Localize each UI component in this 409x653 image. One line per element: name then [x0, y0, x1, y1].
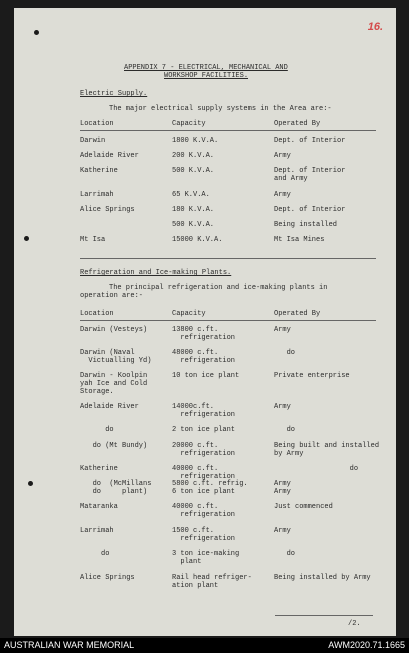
location-cell: Darwin (Vesteys): [80, 326, 148, 334]
location-cell: do: [80, 426, 114, 434]
location-cell: do: [80, 550, 110, 558]
electric-heading: Electric Supply.: [80, 90, 148, 98]
column-header: Capacity: [172, 310, 206, 318]
capacity-cell: ation plant: [172, 582, 219, 590]
location-cell: Larrimah: [80, 527, 114, 535]
operator-cell: Being installed: [274, 221, 338, 229]
section-rule: [80, 258, 376, 259]
capacity-cell: refrigeration: [172, 450, 236, 458]
location-cell: Victualling Yd): [80, 357, 152, 365]
location-cell: Mataranka: [80, 503, 118, 511]
operator-cell: Just commenced: [274, 503, 333, 511]
appendix-title-line-1: APPENDIX 7 - ELECTRICAL, MECHANICAL AND: [124, 64, 288, 72]
capacity-cell: 13800 c.ft.: [172, 326, 219, 334]
operator-cell: Army: [274, 152, 291, 160]
operator-cell: by Army: [274, 450, 304, 458]
continuation-mark: /2.: [348, 620, 361, 628]
capacity-cell: 1800 K.V.A.: [172, 137, 219, 145]
capacity-cell: 3 ton ice-making: [172, 550, 240, 558]
capacity-cell: 500 K.V.A.: [172, 167, 215, 175]
header-rule: [80, 130, 376, 131]
location-cell: Mt Isa: [80, 236, 106, 244]
capacity-cell: refrigeration: [172, 473, 236, 481]
capacity-cell: 500 K.V.A.: [172, 221, 215, 229]
capacity-cell: plant: [172, 558, 202, 566]
operator-cell: do: [274, 465, 359, 473]
location-cell: do (McMillans: [80, 480, 152, 488]
footer-rule: [275, 615, 373, 616]
page-number: 16.: [367, 21, 383, 33]
capacity-cell: refrigeration: [172, 535, 236, 543]
operator-cell: Army: [274, 191, 291, 199]
location-cell: do (Mt Bundy): [80, 442, 148, 450]
location-cell: Alice Springs: [80, 574, 135, 582]
operator-cell: Being built and installed: [274, 442, 380, 450]
capacity-cell: refrigeration: [172, 357, 236, 365]
capacity-cell: 6 ton ice plant: [172, 488, 236, 496]
operator-cell: do: [274, 349, 296, 357]
location-cell: Darwin: [80, 137, 106, 145]
refrigeration-heading: Refrigeration and Ice-making Plants.: [80, 269, 232, 277]
location-cell: Alice Springs: [80, 206, 135, 214]
capacity-cell: 180 K.V.A.: [172, 206, 215, 214]
operator-cell: Army: [274, 527, 291, 535]
operator-cell: Army: [274, 326, 291, 334]
location-cell: do plant): [80, 488, 148, 496]
punch-hole: [34, 30, 39, 35]
document-page: [14, 8, 396, 636]
capacity-cell: 40000 c.ft.: [172, 465, 219, 473]
operator-cell: Dept. of Interior: [274, 206, 346, 214]
capacity-cell: refrigeration: [172, 334, 236, 342]
capacity-cell: 10 ton ice plant: [172, 372, 240, 380]
column-header: Location: [80, 310, 114, 318]
capacity-cell: 1500 c.ft.: [172, 527, 215, 535]
header-rule: [80, 320, 376, 321]
punch-hole: [28, 481, 33, 486]
column-header: Operated By: [274, 310, 321, 318]
operator-cell: and Army: [274, 175, 308, 183]
archive-footer: [0, 638, 409, 653]
location-cell: Darwin - Koolpin: [80, 372, 148, 380]
punch-hole: [24, 236, 29, 241]
operator-cell: Army: [274, 488, 291, 496]
operator-cell: do: [274, 426, 296, 434]
refrigeration-intro: The principal refrigeration and ice-making plants in: [109, 284, 328, 292]
capacity-cell: 20000 c.ft.: [172, 442, 219, 450]
location-cell: Adelaide River: [80, 152, 139, 160]
capacity-cell: 15000 K.V.A.: [172, 236, 223, 244]
capacity-cell: refrigeration: [172, 411, 236, 419]
operator-cell: do: [274, 550, 296, 558]
capacity-cell: 65 K.V.A.: [172, 191, 210, 199]
location-cell: Katherine: [80, 465, 118, 473]
capacity-cell: 200 K.V.A.: [172, 152, 215, 160]
operator-cell: Army: [274, 480, 291, 488]
capacity-cell: 5800 c.ft. refrig.: [172, 480, 248, 488]
location-cell: Darwin (Naval: [80, 349, 135, 357]
operator-cell: Dept. of Interior: [274, 137, 346, 145]
refrigeration-intro: operation are:-: [80, 292, 144, 300]
capacity-cell: Rail head refriger-: [172, 574, 252, 582]
column-header: Location: [80, 120, 114, 128]
capacity-cell: 40000 c.ft.: [172, 503, 219, 511]
capacity-cell: 48000 c.ft.: [172, 349, 219, 357]
capacity-cell: 14000c.ft.: [172, 403, 215, 411]
column-header: Operated By: [274, 120, 321, 128]
location-cell: Larrimah: [80, 191, 114, 199]
location-cell: Storage.: [80, 388, 114, 396]
location-cell: yah Ice and Cold: [80, 380, 148, 388]
footer-institution: AUSTRALIAN WAR MEMORIAL: [4, 640, 135, 650]
location-cell: Adelaide River: [80, 403, 139, 411]
electric-intro: The major electrical supply systems in the Area are:-: [109, 105, 332, 113]
column-header: Capacity: [172, 120, 206, 128]
operator-cell: Dept. of Interior: [274, 167, 346, 175]
operator-cell: Private enterprise: [274, 372, 350, 380]
appendix-title-line-2: WORKSHOP FACILITIES.: [164, 72, 249, 80]
footer-accession-number: AWM2020.71.1665: [328, 640, 405, 650]
location-cell: Katherine: [80, 167, 118, 175]
operator-cell: Being installed by Army: [274, 574, 371, 582]
operator-cell: Army: [274, 403, 291, 411]
capacity-cell: 2 ton ice plant: [172, 426, 236, 434]
operator-cell: Mt Isa Mines: [274, 236, 325, 244]
capacity-cell: refrigeration: [172, 511, 236, 519]
